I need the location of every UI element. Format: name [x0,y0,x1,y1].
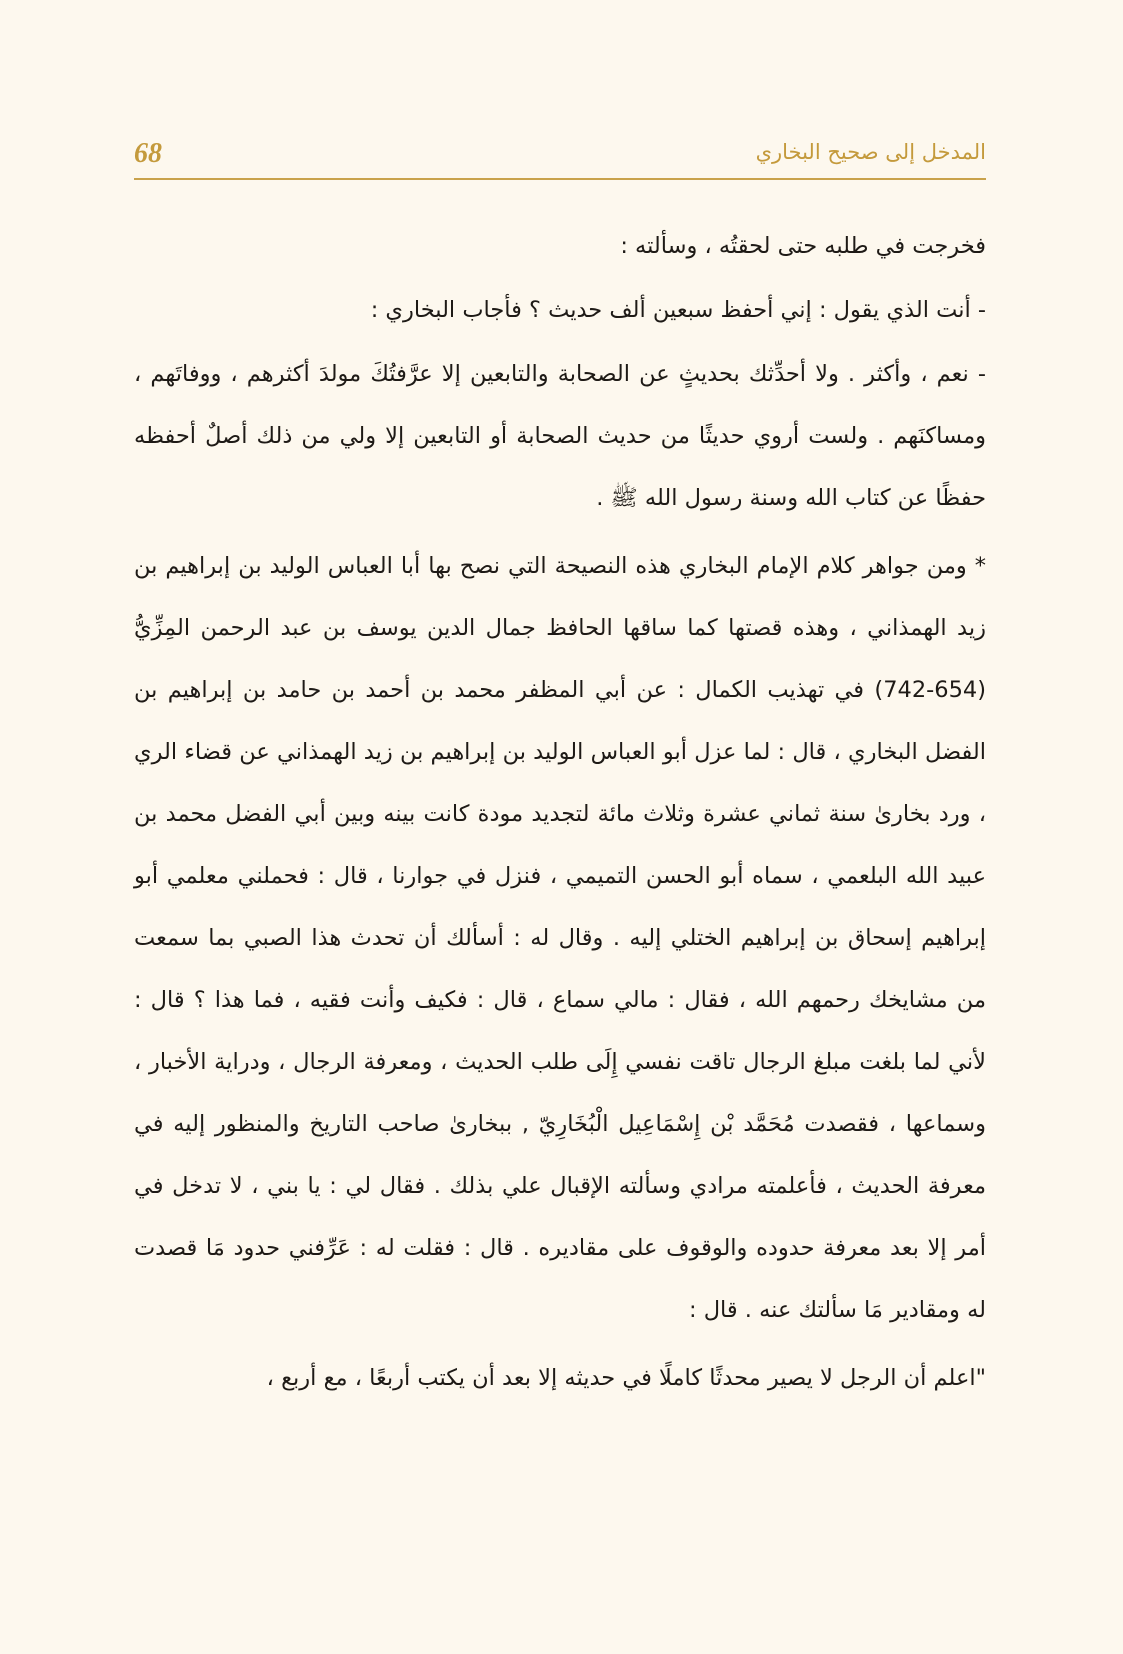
page-header [134,134,986,180]
paragraph: فخرجت في طلبه حتى لحقتُه ، وسألته : [620,233,986,259]
paragraph: "اعلم أن الرجل لا يصير محدثًا كاملًا في حديثه إلا بعد أن يكتب أربعًا ، مع أربع ، [266,1365,986,1391]
paragraph: - أنت الذي يقول : إني أحفظ سبعين ألف حديث ؟ فأجاب البخاري : [370,297,986,323]
page-body [134,215,986,1415]
running-title: المدخل إلى صحيح البخاري [755,140,986,164]
page-number: 68 [134,138,162,169]
paragraph: - نعم ، وأكثر . ولا أحدِّثك بحديثٍ عن الصحابة والتابعين إلا عرَّفتُكَ مولدَ أكثرهم ، ووفاتَهم ، ومساكنَهم . ولست أروي حديثًا من حديث الصحابة أو التابعين إلا ولي من ذلك أصلٌ أحفظه حفظًا عن كتاب الله وسنة رسول الله ﷺ . [134,361,986,511]
paragraph: * ومن جواهر كلام الإمام البخاري هذه النصيحة التي نصح بها أبا العباس الوليد بن إبراهيم بن زيد الهمذاني ، وهذه قصتها كما ساقها الحافظ جمال الدين يوسف بن عبد الرحمن المِزِّيُّ (654-742) في تهذيب الكمال : عن أبي المظفر محمد بن أحمد بن حامد بن إبراهيم بن الفضل البخاري ، قال : لما عزل أبو العباس الوليد بن إبراهيم بن زيد الهمذاني عن قضاء الري ، ورد بخارىٰ سنة ثماني عشرة وثلاث مائة لتجديد مودة كانت بينه وبين أبي الفضل محمد بن عبيد الله البلعمي ، سماه أبو الحسن التميمي ، فنزل في جوارنا ، قال : فحملني معلمي أبو إبراهيم إسحاق بن إبراهيم الختلي إليه . وقال له : أسألك أن تحدث هذا الصبي بما سمعت من مشايخك رحمهم الله ، فقال : مالي سماع ، قال : فكيف وأنت فقيه ، فما هذا ؟ قال : لأني لما بلغت مبلغ الرجال تاقت نفسي إِلَى طلب الحديث ، ومعرفة الرجال ، ودراية الأخبار ، وسماعها ، فقصدت مُحَمَّد بْن إِسْمَاعِيل الْبُخَارِيّ , ببخارىٰ صاحب التاريخ والمنظور إليه في معرفة الحديث ، فأعلمته مرادي وسألته الإقبال علي بذلك . فقال لي : يا بني ، لا تدخل في أمر إلا بعد معرفة حدوده والوقوف على مقاديره . قال : فقلت له : عَرِّفني حدود مَا قصدت له ومقادير مَا سألتك عنه . قال : [134,553,986,1323]
